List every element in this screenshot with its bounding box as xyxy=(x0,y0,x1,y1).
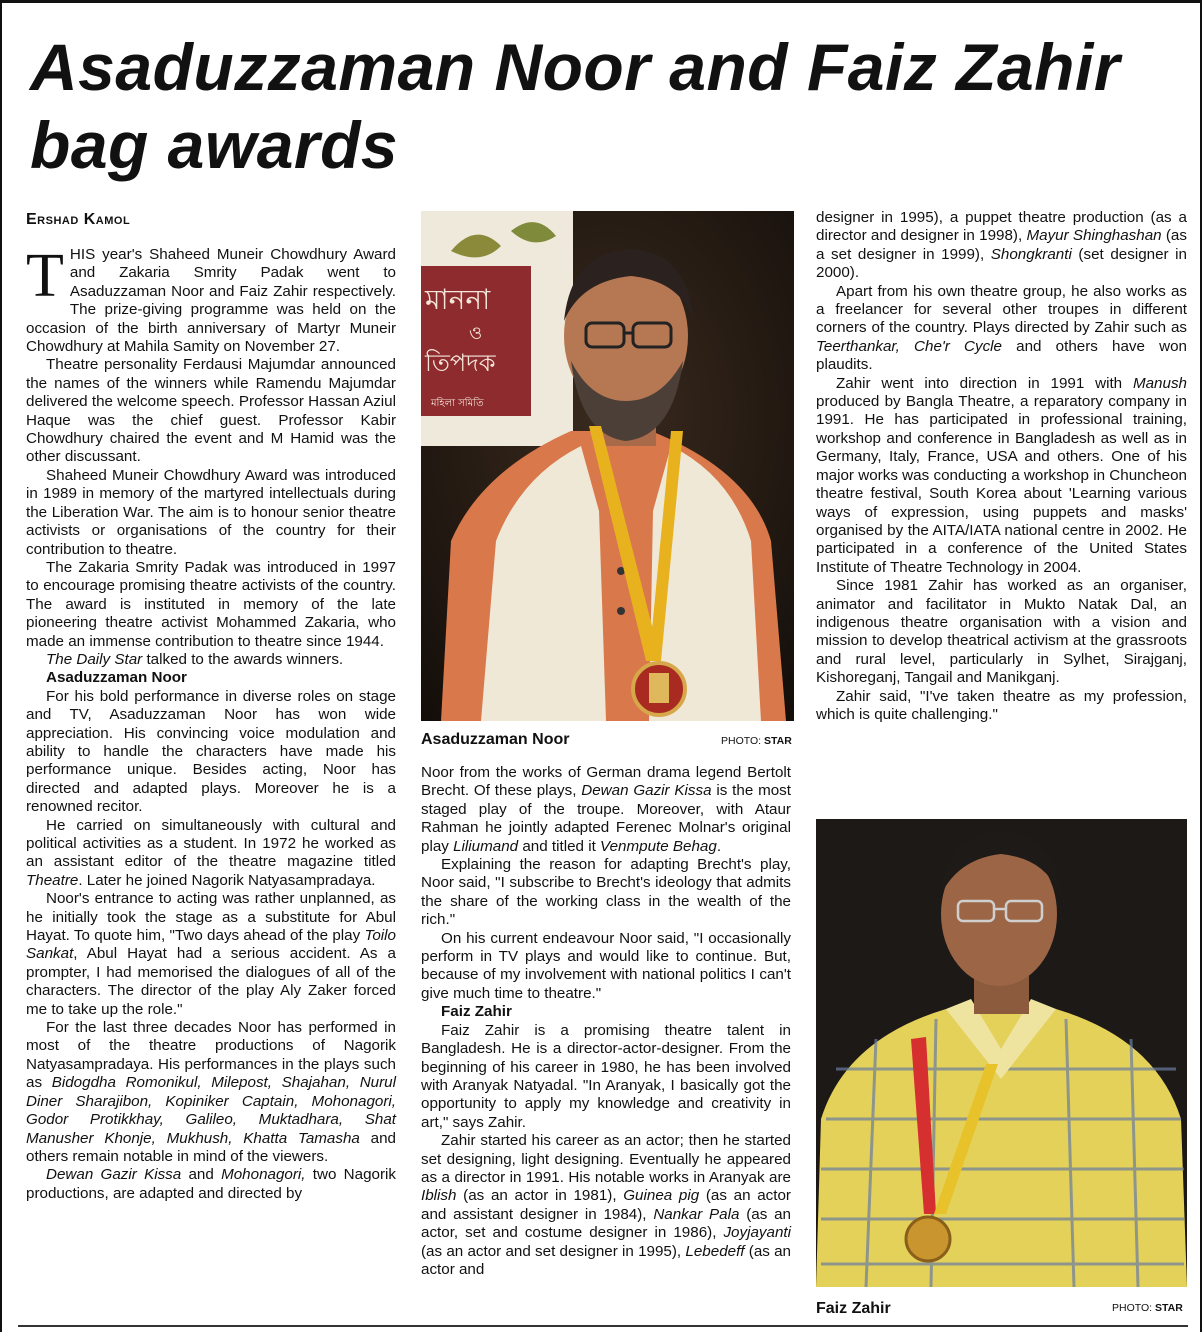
paragraph: Apart from his own theatre group, he also works as a freelancer for several other troupes in different corners of the country. Plays directed by Zahir such as Teerthankar, Che'r Cycle and others have won plaudits. xyxy=(816,282,1187,374)
photo-credit-noor xyxy=(721,735,792,747)
portrait-illustration xyxy=(816,819,1187,1287)
paragraph: He carried on simultaneously with cultural and political activities as a student. In 1972 he worked as an assistant editor of the theatre magazine titled Theatre. Later he joined Nagorik Natyasampradaya. xyxy=(26,816,396,889)
paragraph: Theatre personality Ferdausi Majumdar announced the names of the winners while Ramendu Majumdar delivered the welcome speech. Professor Hassan Aziul Haque was the chief guest. Professor Kabir Chowdhury chaired the event and M Hamid was the other discussant. xyxy=(26,356,396,466)
paragraph: Zahir said, "I've taken theatre as my profession, which is quite challenging." xyxy=(816,687,1187,723)
left-border xyxy=(0,0,2,1332)
continued-paragraph: designer in 1995), a puppet theatre production (as a director and designer in 1998), Mayur Shinghashan (as a set designer in 1999), Shongkranti (set designer in 2000). xyxy=(816,209,1187,282)
medal xyxy=(906,1217,950,1261)
photo-asaduzzaman-noor xyxy=(421,211,794,721)
bottom-rule xyxy=(18,1325,1188,1327)
paragraph: The Daily Star talked to the awards winners. xyxy=(46,650,344,668)
poster-line-1: মাননা xyxy=(425,283,491,316)
paragraph: Faiz Zahir is a promising theatre talent in Bangladesh. He is a director-actor-designer. From the beginning of his career in 1980, he has been involved with Aranyak Natyadal. "In Aranyak, I basically got the opportunity to apply my knowledge and creativity in art," says Zahir. xyxy=(421,1021,791,1131)
paragraph: For his bold performance in diverse roles on stage and TV, Asaduzzaman Noor has won wide appreciation. His convincing voice modulation and ability to handle the characters have made his performance unique. Besides acting, Noor has directed and adapted plays. Moreover he is a renowned recitor. xyxy=(26,687,396,816)
paragraph: Dewan Gazir Kissa and Mohonagori, two Nagorik productions, are adapted and directed by xyxy=(26,1166,396,1202)
paragraph: The Zakaria Smrity Padak was introduced in 1997 to encourage promising theatre activists of the country. The award is instituted in memory of the late pioneering theatre activist Mohammed Zakaria, who made an immense contribution to theatre since 1944. xyxy=(26,558,396,650)
headline: Asaduzzaman Noor and Faiz Zahir bag awards xyxy=(30,30,1120,182)
photo-caption-zahir: Faiz Zahir xyxy=(816,1300,891,1317)
credit-source: STAR xyxy=(1154,1302,1183,1314)
paragraph: Noor's entrance to acting was rather unplanned, as he initially took the stage as a substitute for Abul Hayat. To quote him, "Two days ahead of the play Toilo Sankat, Abul Hayat had a serious accident. As a prompter, I had memorised the dialogues of all of the characters. The director of the play Aly Zaker forced me to take up the role." xyxy=(26,890,396,1018)
drop-cap: T xyxy=(26,242,64,310)
photo-faiz-zahir xyxy=(816,819,1187,1287)
byline: Ershad Kamol xyxy=(26,211,131,228)
article-column-2 xyxy=(421,764,791,1279)
paragraph: Shaheed Muneir Chowdhury Award was introduced in 1989 in memory of the martyred intellectuals during the Liberation War. The aim is to honour senior theatre activists or organisations of the country for their contribution to theatre. xyxy=(26,466,396,558)
lead-paragraph xyxy=(26,242,396,356)
photo-credit-zahir xyxy=(1112,1302,1183,1314)
credit-source: STAR xyxy=(763,735,792,747)
credit-prefix: PHOTO: xyxy=(721,735,764,747)
paragraph: For the last three decades Noor has performed in most of the theatre productions of Nagorik Natyasampradaya. His performances in the plays such as Bidogdha Romonikul, Milepost, Shajahan, Nurul Diner Sharajibon, Kopiniker Captain, Mohonagori, Godor Protikkhay, Galileo, Muktadhara, Shat Manusher Khonje, Mukhush, Khatta Tamasha and others remain notable in mind of the viewers. xyxy=(26,1019,397,1165)
subheading: Asaduzzaman Noor xyxy=(46,669,187,687)
poster-line-4: মহিলা সমিতি xyxy=(431,398,484,409)
article-column-1 xyxy=(26,242,397,1203)
subheading: Faiz Zahir xyxy=(441,1003,512,1021)
article-column-3 xyxy=(816,209,1187,724)
poster-line-3: তিপদক xyxy=(425,349,496,377)
lead-text: HIS year's Shaheed Muneir Chowdhury Award and Zakaria Smrity Padak went to Asaduzzaman Noor and Faiz Zahir respectively. The prize-giving programme was held on the occasion of the birth anniversary of Martyr Muneir Chowdhury at Mahila Samity on November 27. xyxy=(26,246,396,356)
paragraph: Explaining the reason for adapting Brecht's play, Noor said, "I subscribe to Brecht's ideology that admits the share of the working class in the wealth of the rich." xyxy=(421,856,791,929)
paragraph: Zahir started his career as an actor; then he started set designing, light designing. Eventually he appeared as a director in 1991. His notable works in Aranyak are Iblish (as an actor in 1981), Guinea pig (as an actor and assistant designer in 1984), Nankar Pala (as an actor, set and costume designer in 1986), Joyjayanti (as an actor and set designer in 1995), Lebedeff (as an actor and xyxy=(421,1132,792,1278)
paragraph: Zahir went into direction in 1991 with Manush produced by Bangla Theatre, a reparatory company in 1991. He has participated in professional training, workshop and conference in Bangladesh as well as in Germany, Italy, France, USA and others. One of his major works was conducting a workshop in Chuncheon theatre festival, South Korea about 'Learning various ways of expression, using puppets and masks' organised by the AITA/IATA national centre in 2002. He participated in a conference of the United States Institute of Theatre Technology in 2004. xyxy=(816,374,1187,576)
portrait-illustration xyxy=(421,211,794,721)
photo-caption-noor: Asaduzzaman Noor xyxy=(421,731,570,748)
paragraph: Since 1981 Zahir has worked as an organiser, animator and facilitator in Mukto Natak Dal, an indigenous theatre organisation with a vision and mission to develop theatrical activism at the grassroots and rural level, particularly in Sylhet, Sirajganj, Kishoreganj, Tangail and Manikganj. xyxy=(816,577,1187,687)
poster-line-2: ও xyxy=(469,323,483,344)
top-rule xyxy=(0,0,1202,3)
credit-prefix: PHOTO: xyxy=(1112,1302,1155,1314)
paragraph: On his current endeavour Noor said, "I occasionally perform in TV plays and would like to continue. But, because of my involvement with national politics I can't give much time to theatre." xyxy=(421,929,791,1002)
continued-paragraph: Noor from the works of German drama legend Bertolt Brecht. Of these plays, Dewan Gazir Kissa is the most staged play of the troupe. Moreover, with Ataur Rahman he jointly adapted Ferenec Molnar's original play Liliumand and titled it Venmpute Behag. xyxy=(421,764,791,855)
